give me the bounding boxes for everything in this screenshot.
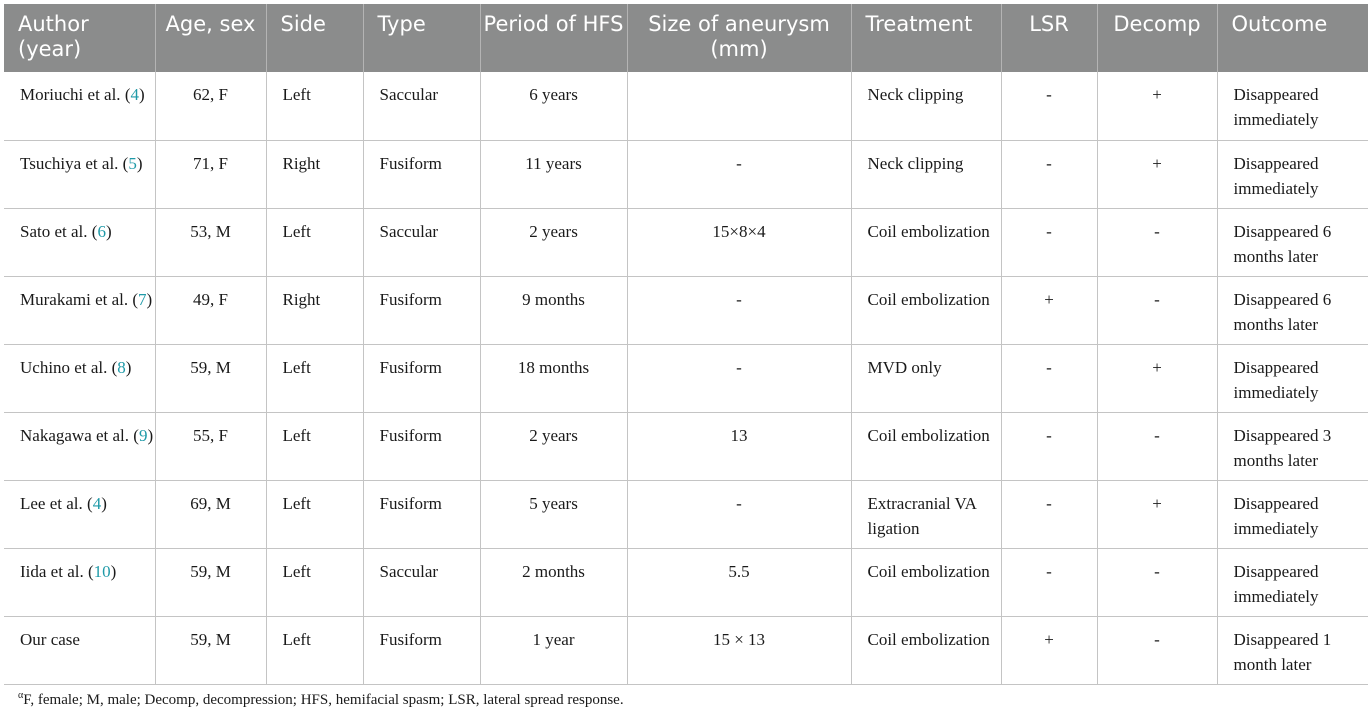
cell-size — [627, 412, 851, 480]
cell-period — [480, 616, 627, 684]
cell-author: Moriuchi et al. (4) — [4, 72, 155, 140]
cell-lsr — [1001, 276, 1097, 344]
cell-treatment — [851, 72, 1001, 140]
cell-value: Disappeared immediately — [1233, 85, 1319, 129]
cell-value: - — [736, 153, 742, 173]
cell-value: Neck clipping — [867, 153, 964, 173]
reference-link[interactable]: 4 — [92, 493, 102, 513]
reference-link[interactable]: 4 — [130, 85, 139, 104]
cell-value: Coil embolization — [867, 425, 990, 445]
cell-value: Disappeared 1 month later — [1233, 629, 1332, 674]
cell-size — [627, 208, 851, 276]
cell-value: - — [1046, 493, 1052, 513]
cell-value: 5.5 — [728, 561, 750, 581]
cell-value: + — [1152, 493, 1162, 513]
cell-value: 11 years — [525, 153, 582, 173]
cell-period — [480, 412, 627, 480]
cell-outcome — [1217, 616, 1368, 684]
cell-treatment — [851, 616, 1001, 684]
cell-value: Fusiform — [379, 153, 442, 173]
cell-value: - — [1046, 221, 1052, 241]
cell-period — [480, 72, 627, 140]
cell-decomp — [1097, 548, 1217, 616]
cell-value: + — [1152, 85, 1162, 104]
header-side: Side — [266, 4, 363, 72]
cell-value: 15 × 13 — [712, 629, 766, 649]
cell-value: + — [1152, 357, 1162, 377]
cell-treatment — [851, 140, 1001, 208]
cell-value: Left — [282, 561, 311, 581]
cell-value: 59, M — [190, 629, 231, 649]
case-comparison-table — [4, 4, 1368, 685]
cell-size — [627, 344, 851, 412]
cell-size — [627, 140, 851, 208]
cell-value: Saccular — [379, 221, 439, 241]
cell-period — [480, 208, 627, 276]
cell-lsr — [1001, 412, 1097, 480]
cell-value: + — [1152, 153, 1162, 173]
cell-value: - — [1046, 153, 1052, 173]
reference-link[interactable]: 5 — [128, 153, 137, 173]
cell-value: 9 months — [522, 289, 585, 309]
reference-link[interactable]: 8 — [117, 357, 126, 377]
table-row — [4, 276, 1368, 344]
reference-link[interactable]: 6 — [97, 221, 106, 241]
cell-value: 49, F — [193, 289, 228, 309]
cell-type — [363, 140, 480, 208]
footnote-mark: α — [18, 690, 24, 701]
cell-lsr — [1001, 548, 1097, 616]
cell-decomp — [1097, 276, 1217, 344]
author-name: Moriuchi et al. — [20, 85, 121, 104]
cell-value: Coil embolization — [867, 289, 990, 309]
reference-link[interactable]: 7 — [138, 289, 147, 309]
cell-value: 13 — [730, 425, 748, 445]
cell-size — [627, 548, 851, 616]
cell-outcome — [1217, 276, 1368, 344]
cell-value: Left — [282, 425, 311, 445]
cell-value: 55, F — [193, 425, 228, 445]
cell-value: - — [736, 289, 742, 309]
cell-value: - — [736, 357, 742, 377]
cell-decomp — [1097, 72, 1217, 140]
cell-age-sex — [155, 344, 266, 412]
cell-period — [480, 140, 627, 208]
cell-author: Uchino et al. (8) — [4, 344, 155, 412]
cell-value: 59, M — [190, 357, 231, 377]
author-name: Nakagawa et al. — [20, 425, 130, 445]
cell-value: - — [1154, 425, 1160, 445]
cell-value: - — [1046, 425, 1052, 445]
cell-value: Fusiform — [379, 629, 442, 649]
header-period: Period of HFS — [480, 4, 627, 72]
cell-value: Saccular — [379, 561, 439, 581]
cell-value: Disappeared immediately — [1233, 357, 1319, 402]
cell-treatment — [851, 548, 1001, 616]
cell-author: Tsuchiya et al. (5) — [4, 140, 155, 208]
cell-value: - — [1046, 85, 1052, 104]
cell-decomp — [1097, 616, 1217, 684]
cell-outcome — [1217, 412, 1368, 480]
table-row — [4, 480, 1368, 548]
cell-value: 1 year — [532, 629, 575, 649]
cell-value: + — [1044, 289, 1054, 309]
cell-author: Murakami et al. (7) — [4, 276, 155, 344]
cell-value: - — [1154, 561, 1160, 581]
cell-age-sex — [155, 72, 266, 140]
cell-value: - — [1154, 629, 1160, 649]
header-author: Author (year) — [4, 4, 155, 72]
cell-age-sex — [155, 208, 266, 276]
cell-value: Disappeared immediately — [1233, 493, 1319, 538]
cell-age-sex — [155, 616, 266, 684]
cell-value: Fusiform — [379, 425, 442, 445]
cell-author: Iida et al. (10) — [4, 548, 155, 616]
cell-side — [266, 548, 363, 616]
cell-value: 15×8×4 — [712, 221, 766, 241]
table-row — [4, 344, 1368, 412]
cell-author: Lee et al. (4) — [4, 480, 155, 548]
cell-value: Disappeared 3 months later — [1233, 425, 1332, 470]
cell-side — [266, 412, 363, 480]
footnote-text: F, female; M, male; Decomp, decompression; HFS, hemifacial spasm; LSR, lateral spread response. — [23, 692, 624, 708]
table-row — [4, 548, 1368, 616]
cell-value: Fusiform — [379, 289, 442, 309]
cell-value: Coil embolization — [867, 561, 990, 581]
cell-type — [363, 548, 480, 616]
cell-type — [363, 412, 480, 480]
cell-value: 62, F — [193, 85, 228, 104]
cell-value: - — [1154, 221, 1160, 241]
table-row — [4, 140, 1368, 208]
cell-outcome — [1217, 344, 1368, 412]
cell-value: 53, M — [190, 221, 231, 241]
cell-value: Right — [282, 153, 321, 173]
author-name: Iida et al. — [20, 561, 84, 581]
cell-value: Left — [282, 357, 311, 377]
cell-value: Disappeared 6 months later — [1233, 221, 1332, 266]
cell-treatment — [851, 208, 1001, 276]
cell-author: Sato et al. (6) — [4, 208, 155, 276]
cell-period — [480, 276, 627, 344]
cell-age-sex — [155, 548, 266, 616]
table-row — [4, 72, 1368, 140]
cell-side — [266, 276, 363, 344]
cell-value: - — [1154, 289, 1160, 309]
header-type: Type — [363, 4, 480, 72]
cell-decomp — [1097, 208, 1217, 276]
header-row — [4, 4, 1368, 72]
cell-value: - — [1046, 561, 1052, 581]
cell-value: Coil embolization — [867, 221, 990, 241]
cell-value: 2 years — [529, 221, 578, 241]
cell-decomp — [1097, 480, 1217, 548]
cell-lsr — [1001, 208, 1097, 276]
cell-type — [363, 72, 480, 140]
cell-value: Disappeared immediately — [1233, 561, 1319, 606]
header-outcome: Outcome — [1217, 4, 1368, 72]
table-footnote — [18, 690, 624, 709]
cell-lsr — [1001, 72, 1097, 140]
cell-period — [480, 548, 627, 616]
cell-side — [266, 72, 363, 140]
cell-type — [363, 480, 480, 548]
cell-period — [480, 480, 627, 548]
cell-value: Disappeared 6 months later — [1233, 289, 1332, 334]
cell-type — [363, 208, 480, 276]
author-name: Tsuchiya et al. — [20, 153, 119, 173]
reference-link[interactable]: 10 — [93, 561, 111, 581]
cell-age-sex — [155, 412, 266, 480]
cell-value: Extracranial VA ligation — [867, 493, 976, 538]
cell-value: 71, F — [193, 153, 228, 173]
cell-size — [627, 72, 851, 140]
cell-outcome — [1217, 548, 1368, 616]
cell-size — [627, 480, 851, 548]
cell-decomp — [1097, 412, 1217, 480]
cell-side — [266, 344, 363, 412]
author-name: Uchino et al. — [20, 357, 108, 377]
cell-decomp — [1097, 344, 1217, 412]
cell-type — [363, 616, 480, 684]
cell-treatment — [851, 412, 1001, 480]
cell-treatment — [851, 480, 1001, 548]
cell-author — [4, 616, 155, 684]
cell-side — [266, 616, 363, 684]
cell-lsr — [1001, 480, 1097, 548]
cell-value: Fusiform — [379, 357, 442, 377]
cell-value: 6 years — [529, 85, 578, 104]
cell-value: + — [1044, 629, 1054, 649]
cell-decomp — [1097, 140, 1217, 208]
cell-value: Coil embolization — [867, 629, 990, 649]
cell-lsr — [1001, 616, 1097, 684]
cell-value: Disappeared immediately — [1233, 153, 1319, 198]
cell-outcome — [1217, 480, 1368, 548]
cell-lsr — [1001, 140, 1097, 208]
cell-side — [266, 480, 363, 548]
cell-side — [266, 208, 363, 276]
cell-value: Left — [282, 493, 311, 513]
cell-size — [627, 616, 851, 684]
reference-link[interactable]: 9 — [138, 425, 148, 445]
cell-age-sex — [155, 480, 266, 548]
author-name: Murakami et al. — [20, 289, 129, 309]
cell-outcome — [1217, 140, 1368, 208]
cell-value: 69, M — [190, 493, 231, 513]
header-age-sex: Age, sex — [155, 4, 266, 72]
cell-size — [627, 276, 851, 344]
cell-outcome — [1217, 72, 1368, 140]
table-row — [4, 208, 1368, 276]
cell-value: - — [1046, 357, 1052, 377]
cell-value: Saccular — [379, 85, 439, 104]
cell-value: Left — [282, 85, 311, 104]
cell-age-sex — [155, 140, 266, 208]
cell-type — [363, 276, 480, 344]
cell-treatment — [851, 344, 1001, 412]
table-row — [4, 412, 1368, 480]
cell-value: 2 months — [522, 561, 585, 581]
cell-type — [363, 344, 480, 412]
header-size: Size of aneurysm (mm) — [627, 4, 851, 72]
header-lsr: LSR — [1001, 4, 1097, 72]
author-name: Our case — [20, 629, 80, 649]
header-decomp: Decomp — [1097, 4, 1217, 72]
header-treatment: Treatment — [851, 4, 1001, 72]
cell-value: Right — [282, 289, 321, 309]
cell-period — [480, 344, 627, 412]
cell-value: 5 years — [529, 493, 578, 513]
cell-side — [266, 140, 363, 208]
cell-value: 2 years — [529, 425, 578, 445]
table-row — [4, 616, 1368, 684]
author-name: Sato et al. — [20, 221, 88, 241]
cell-value: 18 months — [517, 357, 590, 377]
cell-author: Nakagawa et al. (9) — [4, 412, 155, 480]
cell-value: Fusiform — [379, 493, 442, 513]
cell-value: MVD only — [867, 357, 942, 377]
cell-age-sex — [155, 276, 266, 344]
cell-value: Left — [282, 629, 311, 649]
cell-value: Left — [282, 221, 311, 241]
cell-value: 59, M — [190, 561, 231, 581]
cell-lsr — [1001, 344, 1097, 412]
cell-value: - — [736, 493, 742, 513]
cell-treatment — [851, 276, 1001, 344]
cell-value: Neck clipping — [867, 85, 964, 104]
author-name: Lee et al. — [20, 493, 83, 513]
cell-outcome — [1217, 208, 1368, 276]
